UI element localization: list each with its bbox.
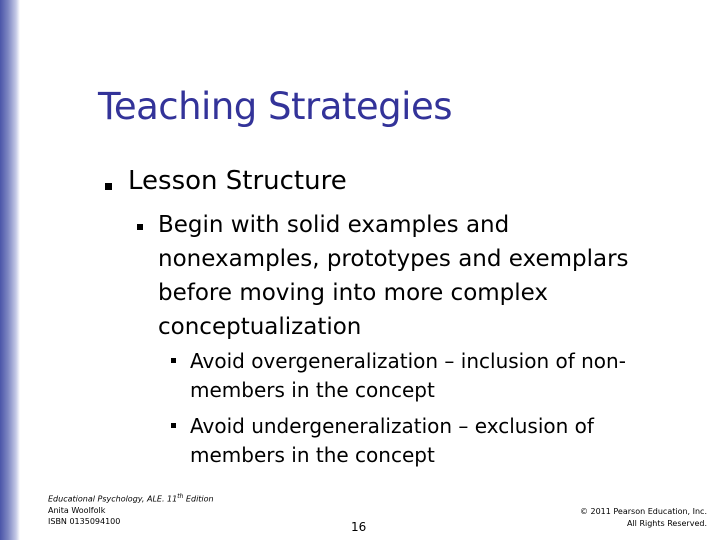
footer-book-title <box>48 491 214 505</box>
footer-copyright <box>580 506 707 530</box>
bullet-line: members in the concept <box>190 443 435 467</box>
square-bullet-icon <box>137 224 143 230</box>
bullet-line: Avoid overgeneralization – inclusion of non- <box>190 349 626 373</box>
side-gradient-stripe <box>0 0 20 540</box>
copyright-line: © 2011 Pearson Education, Inc. <box>579 507 707 516</box>
rights-line: All Rights Reserved. <box>626 519 707 528</box>
slide-title: Teaching Strategies <box>98 85 452 128</box>
edition-superscript: th <box>177 493 184 500</box>
bullet-avoid-undergeneralization <box>190 412 594 470</box>
bullet-line: Avoid undergeneralization – exclusion of <box>190 414 594 438</box>
footer-isbn: ISBN 0135094100 <box>48 516 121 526</box>
bullet-lesson-structure: Lesson Structure <box>128 166 347 196</box>
edition-word: Edition <box>183 494 214 504</box>
bullet-line: nonexamples, prototypes and exemplars <box>158 246 629 272</box>
square-bullet-icon <box>171 423 176 428</box>
bullet-begin-with-examples <box>158 208 629 344</box>
bullet-line: before moving into more complex <box>158 280 549 306</box>
book-title-text: Educational Psychology, ALE. 11 <box>48 494 178 504</box>
bullet-line: conceptualization <box>158 314 362 340</box>
bullet-avoid-overgeneralization <box>190 347 626 405</box>
square-bullet-icon <box>105 183 112 190</box>
bullet-line: Begin with solid examples and <box>158 212 510 238</box>
footer-book-info <box>48 491 214 527</box>
footer-author: Anita Woolfolk <box>48 505 106 515</box>
page-number: 16 <box>351 520 367 534</box>
square-bullet-icon <box>171 358 176 363</box>
bullet-line: members in the concept <box>190 378 435 402</box>
